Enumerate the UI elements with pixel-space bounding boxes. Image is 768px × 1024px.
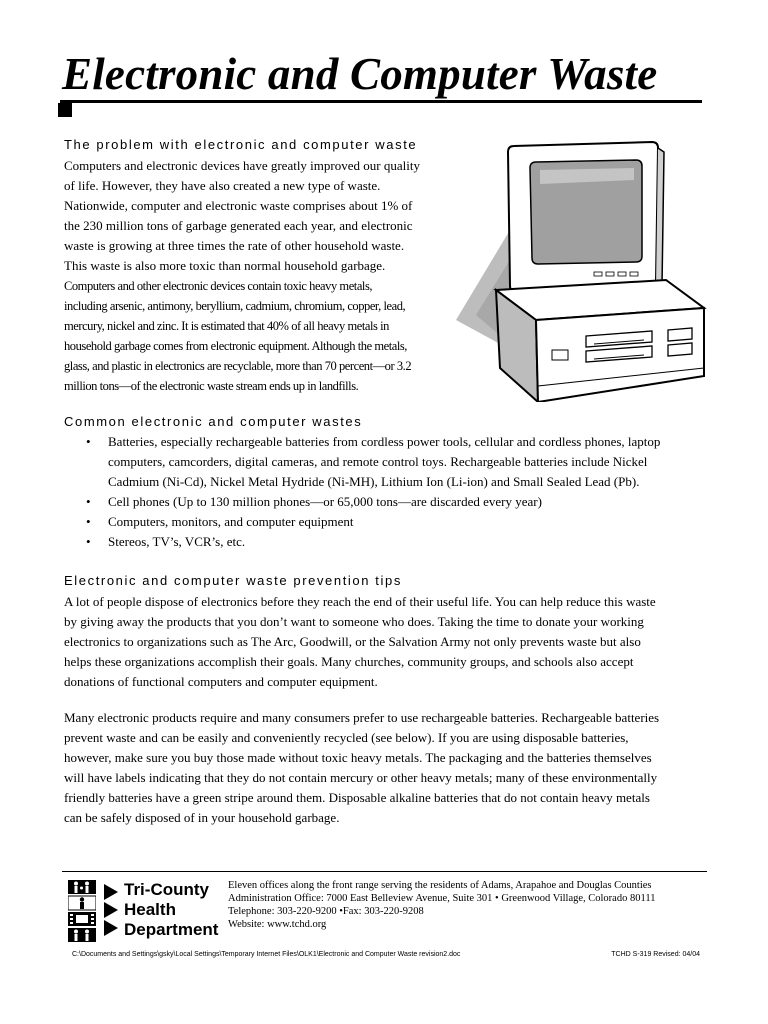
section-heading-wastes: Common electronic and computer wastes	[64, 414, 363, 429]
section-heading-problem: The problem with electronic and computer waste	[64, 137, 418, 152]
tips-line: Many electronic products require and many consumers prefer to use rechargeable batteries. Rechargeable batteries	[64, 710, 660, 725]
logo-figures	[68, 880, 96, 942]
tips-line: friendly batteries have a green stripe around them. Disposable alkaline batteries that do not contain heavy metals	[64, 790, 650, 805]
family-icon	[68, 880, 96, 894]
tips-line: A lot of people dispose of electronics before they reach the end of their useful life. You can help reduce this waste	[64, 594, 656, 609]
page-title: Electronic and Computer Waste	[62, 49, 658, 99]
title-square-marker	[58, 103, 72, 117]
logo-line-department: Department	[124, 920, 219, 939]
problem-line: Nationwide, computer and electronic waste comprises about 1% of	[64, 198, 413, 213]
problem-line: This waste is also more toxic than normal household garbage.	[64, 258, 386, 273]
footer-rule	[62, 871, 707, 872]
list-item-text: Batteries, especially rechargeable batteries from cordless power tools, cellular and cordless phones, laptop	[108, 434, 661, 449]
problem-line: the 230 million tons of garbage generated each year, and electronic	[64, 218, 413, 233]
tips-line: electronics to organizations such as The Arc, Goodwill, or the Salvation Army not only prevents waste but also	[64, 634, 641, 649]
footer-info-line: Telephone: 303-220-9200 •Fax: 303-220-9208	[228, 906, 424, 917]
tips-line: helps these organizations accomplish their goals. Many churches, community groups, and schools also accept	[64, 654, 634, 669]
list-item-text: computers, camcorders, digital cameras, and remote control toys. Rechargeable batteries include Nickel	[108, 454, 648, 469]
problem-line: household garbage comes from electronic equipment. Although the metals,	[64, 339, 407, 353]
footer-info-line: Eleven offices along the front range serving the residents of Adams, Arapahoe and Douglas Counties	[228, 880, 652, 891]
bullet-marker: •	[86, 534, 91, 549]
computer-illustration	[456, 140, 716, 402]
document-file-path: C:\Documents and Settings\gsky\Local Settings\Temporary Internet Files\OLK1\Electronic and Computer Waste revision2.doc	[72, 951, 461, 958]
problem-line: of life. However, they have also created a new type of waste.	[64, 178, 381, 193]
tips-line: prevent waste and can be easily and conveniently recycled (see below). If you are using disposable batteries,	[64, 730, 629, 745]
tips-line: can be safely disposed of in your household garbage.	[64, 810, 340, 825]
list-item-text: Stereos, TV’s, VCR’s, etc.	[108, 534, 246, 549]
title-rule	[60, 100, 702, 103]
problem-line: Computers and other electronic devices contain toxic heavy metals,	[64, 279, 373, 293]
tips-line: donations of functional computers and computer equipment.	[64, 674, 378, 689]
document-code: TCHD S-319 Revised: 04/04	[611, 951, 700, 958]
problem-line: glass, and plastic in electronics are recyclable, more than 70 percent—or 3.2	[64, 359, 412, 373]
tri-county-logo	[68, 880, 220, 942]
family-icon	[68, 928, 96, 942]
problem-line: Computers and electronic devices have greatly improved our quality	[64, 158, 420, 173]
problem-line: million tons—of the electronic waste stream ends up in landfills.	[64, 379, 359, 393]
problem-line: mercury, nickel and zinc. It is estimated that 40% of all heavy metals in	[64, 319, 389, 333]
logo-line-tri-county: Tri-County	[124, 880, 209, 899]
bullet-marker: •	[86, 514, 91, 529]
tips-line: by giving away the products that you don’t want to someone who does. Taking the time to donate your working	[64, 614, 644, 629]
tips-line: will have labels indicating that they do not contain mercury or other heavy metals; many of these environmentally	[64, 770, 658, 785]
list-item-text: Computers, monitors, and computer equipment	[108, 514, 354, 529]
film-icon	[68, 912, 96, 926]
bullet-marker: •	[86, 494, 91, 509]
list-item-text: Cadmium (Ni-Cd), Nickel Metal Hydride (Ni-MH), Lithium Ion (Li-ion) and Small Sealed Lead (Pb).	[108, 474, 640, 489]
footer-website-line: Website: www.tchd.org	[228, 919, 327, 930]
section-heading-tips: Electronic and computer waste prevention tips	[64, 573, 402, 588]
list-item-text: Cell phones (Up to 130 million phones—or 65,000 tons—are discarded every year)	[108, 494, 542, 509]
person-icon	[68, 896, 96, 910]
bullet-marker: •	[86, 434, 91, 449]
logo-line-health: Health	[124, 900, 176, 919]
tips-line: however, make sure you buy those made without toxic heavy metals. The packaging and the batteries themselves	[64, 750, 652, 765]
problem-line: waste is growing at three times the rate of other household waste.	[64, 238, 405, 253]
logo-arrows-icon	[100, 882, 122, 940]
footer-info-line: Administration Office: 7000 East Belleview Avenue, Suite 301 • Greenwood Village, Colorado 80111	[228, 893, 656, 904]
problem-line: including arsenic, antimony, beryllium, cadmium, chromium, copper, lead,	[64, 299, 406, 313]
